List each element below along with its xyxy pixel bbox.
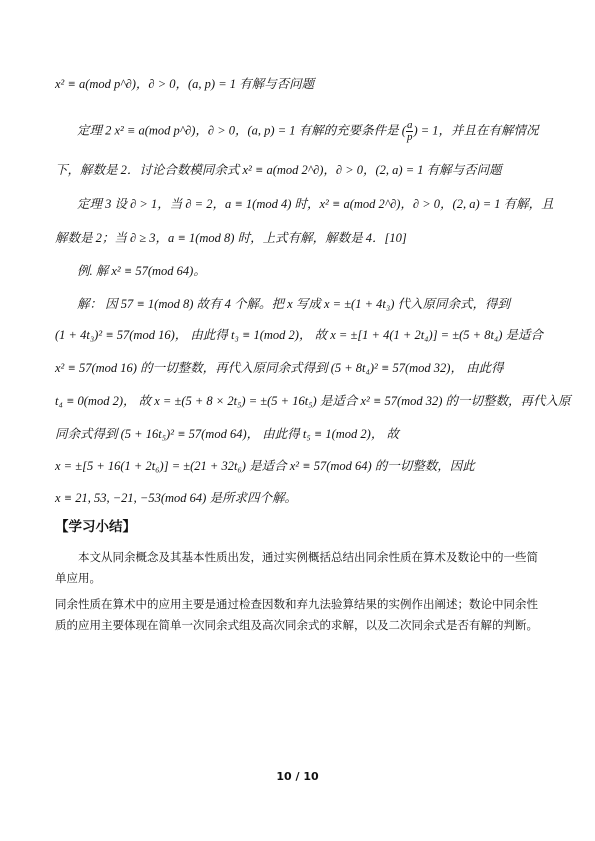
line-1: x² ≡ a(mod p^∂)，∂ > 0，(a, p) = 1 有解与否问题: [55, 77, 315, 91]
line-10: t₄ ≡ 0(mod 2)， 故 x = ±(5 + 8 × 2t₅) = ±(5 + 16t₅) 是适合 x² ≡ 57(mod 32) 的一切整数，再代入原: [55, 394, 571, 408]
line-3: 下，解数是 2．讨论合数模同余式 x² ≡ a(mod 2^∂)，∂ > 0，(2, a) = 1 有解与否问题: [55, 163, 502, 177]
line-13: x ≡ 21, 53, −21, −53(mod 64) 是所求四个解。: [55, 491, 297, 505]
theorem-2-text-b: ) = 1，并且在有解情况: [413, 123, 539, 138]
theorem-2-line: [77, 120, 539, 143]
page-number: 10 / 10: [276, 770, 319, 783]
solution-line: 解： 因 57 ≡ 1(mod 8) 故有 4 个解。把 x 写成 x = ±(1 + 4t₃) 代入原同余式，得到: [77, 297, 511, 311]
summary-heading: 【学习小结】: [55, 519, 136, 535]
example-line: 例. 解 x² ≡ 57(mod 64)。: [77, 264, 206, 278]
line-5: 解数是 2；当 ∂ ≥ 3，a ≡ 1(mod 8) 时，上式有解，解数是 4．[10]: [55, 231, 407, 245]
line-12: x = ±[5 + 16(1 + 2t₆)] = ±(21 + 32t₆) 是适合 x² ≡ 57(mod 64) 的一切整数，因此: [55, 459, 475, 473]
summary-paragraph-2: 同余性质在算术中的应用主要是通过检查因数和弃九法验算结果的实例作出阐述；数论中同余性质的应用主要体现在简单一次同余式组及高次同余式的求解，以及二次同余式是否有解的判断。: [55, 597, 538, 632]
line-8: (1 + 4t₃)² ≡ 57(mod 16)， 由此得 t₃ ≡ 1(mod 2)， 故 x = ±[1 + 4(1 + 2t₄)] = ±(5 + 8t₄) 是适合: [55, 328, 544, 342]
line-11: 同余式得到 (5 + 16t₅)² ≡ 57(mod 64)， 由此得 t₅ ≡ 1(mod 2)， 故: [55, 427, 399, 441]
summary-paragraph-1: 本文从同余概念及其基本性质出发，通过实例概括总结出同余性质在算术及数论中的一些简单应用。: [55, 550, 538, 585]
fraction-denominator: p: [406, 131, 413, 143]
theorem-2-text-a: 定理 2 x² ≡ a(mod p^∂)，∂ > 0，(a, p) = 1 有解的充要条件是 (: [77, 123, 406, 138]
theorem-3-line: 定理 3 设 ∂ > 1，当 ∂ = 2，a ≡ 1(mod 4) 时，x² ≡ a(mod 2^∂)，∂ > 0，(2, a) = 1 有解，且: [77, 197, 554, 211]
line-9: x² ≡ 57(mod 16) 的一切整数，再代入原同余式得到 (5 + 8t₄)² ≡ 57(mod 32)， 由此得: [55, 361, 504, 375]
fraction-numerator: a: [406, 119, 413, 131]
